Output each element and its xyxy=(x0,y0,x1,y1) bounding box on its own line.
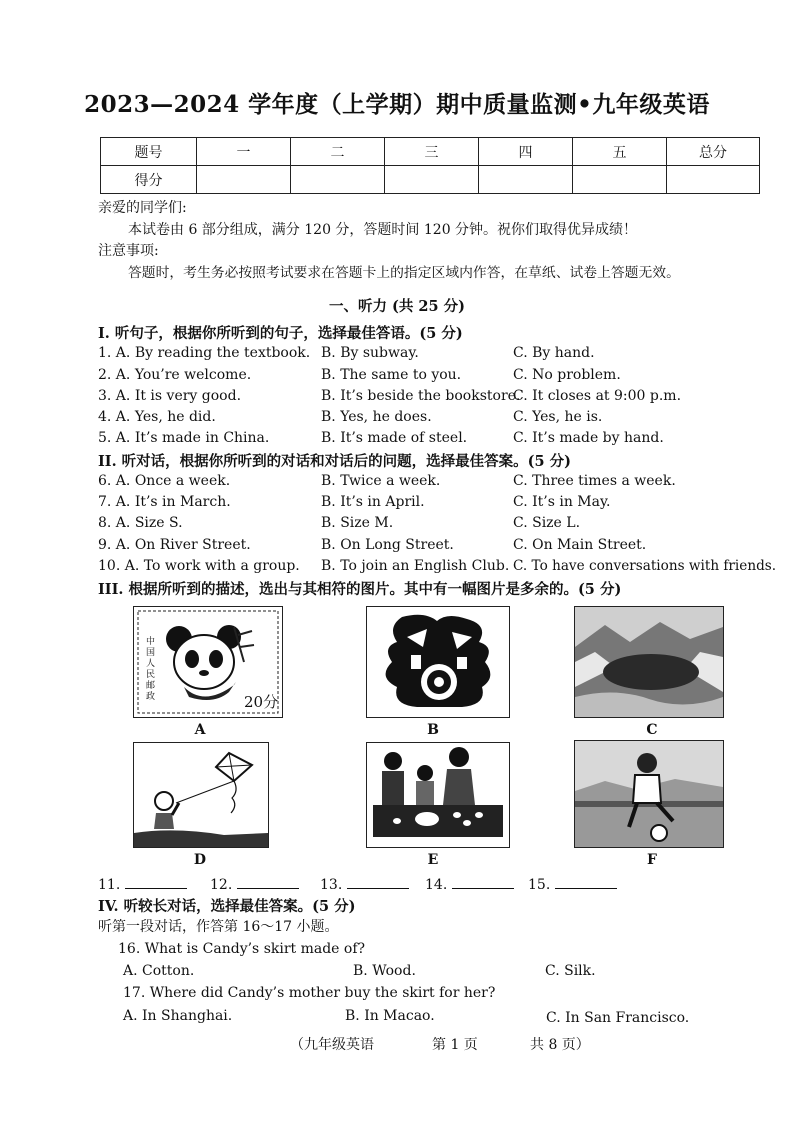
q17-option-a: A. In Shanghai. xyxy=(123,1008,233,1024)
picture-d xyxy=(133,742,269,848)
option-a: 1. A. By reading the textbook. xyxy=(98,345,311,361)
stamp-value: 20分 xyxy=(244,693,279,711)
picture-label: D xyxy=(193,852,207,868)
option-c: C. It’s made by hand. xyxy=(513,430,664,446)
option-c: C. No problem. xyxy=(513,367,621,383)
option-a: 2. A. You’re welcome. xyxy=(98,367,252,383)
score-table-header-row xyxy=(101,138,760,166)
question-row xyxy=(98,367,778,388)
answer-blank-14[interactable] xyxy=(425,874,514,896)
option-a: 9. A. On River Street. xyxy=(98,537,251,553)
notice-label: 注意事项: xyxy=(98,243,159,259)
answer-blank-15[interactable] xyxy=(528,874,617,896)
question-row xyxy=(98,409,778,430)
stamp-country-text: 中国人民邮政 xyxy=(146,637,156,702)
blank-number: 11. xyxy=(98,877,121,893)
option-a: 3. A. It is very good. xyxy=(98,388,242,404)
intro-line: 本试卷由 6 部分组成，满分 120 分，答题时间 120 分钟。祝你们取得优异成绩！ xyxy=(128,222,638,238)
option-a: 8. A. Size S. xyxy=(98,515,183,531)
score-cell xyxy=(479,166,573,194)
score-header-cell: 总分 xyxy=(667,138,760,166)
score-row-label: 得分 xyxy=(101,166,197,194)
picture-label: B xyxy=(427,722,439,738)
blank-number: 14. xyxy=(425,877,448,893)
option-b: B. To join an English Club. xyxy=(321,558,510,574)
score-cell xyxy=(291,166,385,194)
option-b: B. The same to you. xyxy=(321,367,462,383)
boy-soccer-icon xyxy=(575,741,723,847)
q17-option-c: C. In San Francisco. xyxy=(546,1010,690,1026)
blank-number: 15. xyxy=(528,877,551,893)
footer-page: 第 1 页 xyxy=(432,1037,478,1053)
question-row xyxy=(98,537,778,558)
mountain-lake-icon xyxy=(575,607,723,717)
greeting: 亲爱的同学们: xyxy=(98,200,187,216)
score-header-cell: 二 xyxy=(291,138,385,166)
option-c: C. It closes at 9:00 p.m. xyxy=(513,388,682,404)
option-c: C. Three times a week. xyxy=(513,473,676,489)
q17-option-b: B. In Macao. xyxy=(345,1008,435,1024)
option-a: 5. A. It’s made in China. xyxy=(98,430,270,446)
question-row xyxy=(98,388,778,409)
picture-label: A xyxy=(194,722,206,738)
question-row xyxy=(98,345,778,366)
question-row xyxy=(98,515,778,536)
option-b: B. Size M. xyxy=(321,515,394,531)
page-title: 2023—2024 学年度（上学期）期中质量监测•九年级英语 xyxy=(84,91,710,118)
option-b: B. On Long Street. xyxy=(321,537,454,553)
footer-total: 共 8 页） xyxy=(530,1037,590,1053)
kite-flying-icon xyxy=(134,743,268,847)
footer-subject: （九年级英语 xyxy=(290,1037,374,1053)
picture-b xyxy=(366,606,510,718)
picture-e xyxy=(366,742,510,848)
score-header-cell: 四 xyxy=(479,138,573,166)
blank-number: 12. xyxy=(210,877,233,893)
q16-option-c: C. Silk. xyxy=(545,963,596,979)
option-c: C. On Main Street. xyxy=(513,537,647,553)
question-row xyxy=(98,494,778,515)
picture-label: C xyxy=(646,722,658,738)
score-table-score-row xyxy=(101,166,760,194)
option-b: B. By subway. xyxy=(321,345,419,361)
score-cell xyxy=(385,166,479,194)
option-a: 10. A. To work with a group. xyxy=(98,558,300,574)
q16-option-b: B. Wood. xyxy=(353,963,416,979)
paper-cut-icon xyxy=(367,607,509,717)
family-dumplings-icon xyxy=(367,743,509,847)
question-row xyxy=(98,473,778,494)
q16-stem: 16. What is Candy’s skirt made of? xyxy=(118,941,366,957)
notice-text: 答题时，考生务必按照考试要求在答题卡上的指定区域内作答，在草纸、试卷上答题无效。 xyxy=(128,265,680,281)
blank-number: 13. xyxy=(320,877,343,893)
picture-f xyxy=(574,740,724,848)
score-cell xyxy=(573,166,667,194)
option-c: C. By hand. xyxy=(513,345,595,361)
part-one-heading: 一、听力 (共 25 分) xyxy=(328,298,466,315)
picture-a xyxy=(133,606,283,718)
option-b: B. It’s in April. xyxy=(321,494,425,510)
option-b: B. It’s made of steel. xyxy=(321,430,468,446)
q16-option-a: A. Cotton. xyxy=(123,963,195,979)
score-cell xyxy=(197,166,291,194)
option-c: C. It’s in May. xyxy=(513,494,611,510)
picture-label: F xyxy=(647,852,657,868)
answer-blank-13[interactable] xyxy=(320,874,409,896)
section2-heading: II. 听对话，根据你所听到的对话和对话后的问题，选择最佳答案。(5 分) xyxy=(98,453,572,470)
answer-blank-11[interactable] xyxy=(98,874,187,896)
section4-sub: 听第一段对话，作答第 16～17 小题。 xyxy=(98,919,339,935)
option-b: B. Twice a week. xyxy=(321,473,441,489)
answer-blank-12[interactable] xyxy=(210,874,299,896)
option-c: C. Yes, he is. xyxy=(513,409,603,425)
option-b: B. It’s beside the bookstore. xyxy=(321,388,521,404)
section1-heading: I. 听句子，根据你所听到的句子，选择最佳答语。(5 分) xyxy=(98,325,463,342)
score-header-cell: 一 xyxy=(197,138,291,166)
picture-label: E xyxy=(427,852,439,868)
score-cell xyxy=(667,166,760,194)
section3-heading: III. 根据所听到的描述，选出与其相符的图片。其中有一幅图片是多余的。(5 分) xyxy=(98,581,622,598)
option-a: 4. A. Yes, he did. xyxy=(98,409,216,425)
score-header-cell: 题号 xyxy=(101,138,197,166)
question-row xyxy=(98,558,778,579)
option-c: C. Size L. xyxy=(513,515,581,531)
q17-stem: 17. Where did Candy’s mother buy the skirt for her? xyxy=(123,985,496,1001)
option-c: C. To have conversations with friends. xyxy=(513,558,777,574)
score-header-cell: 三 xyxy=(385,138,479,166)
section4-heading: IV. 听较长对话，选择最佳答案。(5 分) xyxy=(98,898,356,915)
option-a: 6. A. Once a week. xyxy=(98,473,231,489)
option-a: 7. A. It’s in March. xyxy=(98,494,231,510)
picture-c xyxy=(574,606,724,718)
score-table xyxy=(100,137,760,194)
option-b: B. Yes, he does. xyxy=(321,409,432,425)
question-row xyxy=(98,430,778,451)
score-header-cell: 五 xyxy=(573,138,667,166)
